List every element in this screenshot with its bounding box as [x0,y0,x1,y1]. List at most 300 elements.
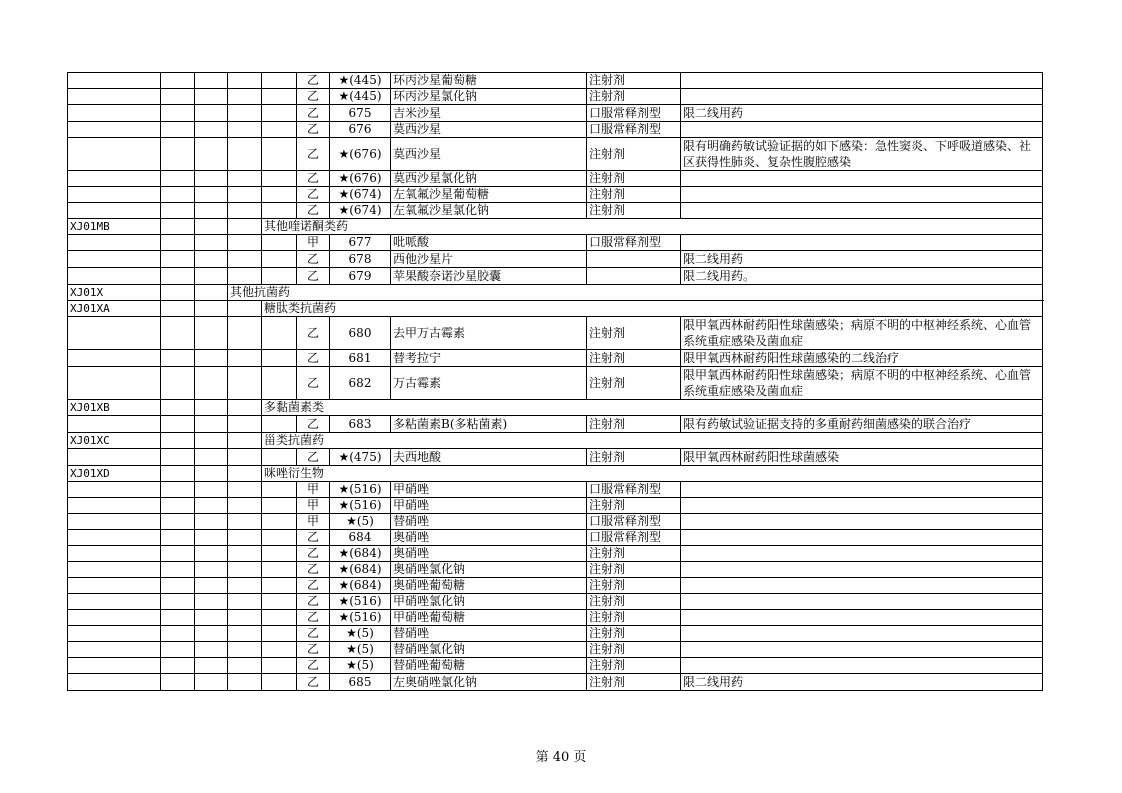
table-row [68,626,1043,642]
table-row [68,268,1043,285]
table-row [68,73,1043,89]
number-cell: 676 [330,122,391,138]
code-cell [68,251,161,268]
spacer-cell [195,530,228,546]
spacer-cell [161,546,195,562]
table-row [68,449,1043,466]
number-cell: ★(684) [330,546,391,562]
spacer-cell [161,449,195,466]
drug-name-cell: 左奥硝唑氯化钠 [391,674,587,691]
dosage-form-cell: 注射剂 [587,350,681,367]
remark-cell [681,89,1043,105]
class-name-cell: 甾类抗菌药 [262,433,1043,449]
remark-cell [681,546,1043,562]
remark-cell [681,562,1043,578]
number-cell: 678 [330,251,391,268]
number-cell: 681 [330,350,391,367]
dosage-form-cell: 注射剂 [587,89,681,105]
spacer-cell [195,546,228,562]
spacer-cell [228,626,262,642]
drug-name-cell: 莫西沙星 [391,122,587,138]
spacer-cell [262,73,297,89]
drug-name-cell: 万古霉素 [391,367,587,400]
spacer-cell [262,251,297,268]
drug-name-cell: 替硝唑 [391,514,587,530]
spacer-cell [228,89,262,105]
table-row [68,642,1043,658]
spacer-cell [161,610,195,626]
spacer-cell [228,449,262,466]
class-name-cell: 糖肽类抗菌药 [262,301,1043,317]
table-row [68,235,1043,251]
dosage-form-cell: 注射剂 [587,562,681,578]
spacer-cell [228,122,262,138]
table-row [68,317,1043,350]
drug-name-cell: 替硝唑 [391,626,587,642]
spacer-cell [262,610,297,626]
spacer-cell [195,138,228,171]
category-cell: 乙 [297,626,330,642]
spacer-cell [228,73,262,89]
drug-name-cell: 去甲万古霉素 [391,317,587,350]
table-row [68,138,1043,171]
drug-name-cell: 莫西沙星氯化钠 [391,171,587,187]
spacer-cell [195,301,228,317]
spacer-cell [161,187,195,203]
table-row [68,498,1043,514]
remark-cell [681,187,1043,203]
spacer-cell [195,268,228,285]
table-row [68,171,1043,187]
spacer-cell [228,138,262,171]
spacer-cell [262,482,297,498]
spacer-cell [161,658,195,674]
spacer-cell [161,171,195,187]
remark-cell [681,658,1043,674]
category-row [68,219,1043,235]
drug-name-cell: 奥硝唑氯化钠 [391,562,587,578]
spacer-cell [161,105,195,122]
code-cell: XJ01XB [68,400,161,416]
number-cell: ★(684) [330,562,391,578]
number-cell: ★(516) [330,610,391,626]
spacer-cell [195,171,228,187]
category-cell: 乙 [297,268,330,285]
remark-cell: 限甲氧西林耐药阳性球菌感染的二线治疗 [681,350,1043,367]
spacer-cell [228,514,262,530]
dosage-form-cell: 注射剂 [587,187,681,203]
remark-cell: 限甲氧西林耐药阳性球菌感染；病原不明的中枢神经系统、心血管系统重症感染及菌血症 [681,367,1043,400]
number-cell: ★(5) [330,626,391,642]
number-cell: 682 [330,367,391,400]
spacer-cell [262,203,297,219]
spacer-cell [161,73,195,89]
dosage-form-cell: 注射剂 [587,449,681,466]
category-cell: 乙 [297,578,330,594]
category-cell: 乙 [297,171,330,187]
spacer-cell [161,642,195,658]
remark-cell [681,203,1043,219]
spacer-cell [228,251,262,268]
spacer-cell [195,578,228,594]
spacer-cell [228,578,262,594]
drug-name-cell: 环丙沙星葡萄糖 [391,73,587,89]
category-cell: 甲 [297,235,330,251]
spacer-cell [195,674,228,691]
spacer-cell [195,219,228,235]
spacer-cell [228,187,262,203]
remark-cell [681,122,1043,138]
remark-cell: 限有药敏试验证据支持的多重耐药细菌感染的联合治疗 [681,416,1043,433]
code-cell [68,122,161,138]
category-cell: 乙 [297,642,330,658]
code-cell: XJ01XC [68,433,161,449]
number-cell: 675 [330,105,391,122]
spacer-cell [161,251,195,268]
spacer-cell [262,674,297,691]
table-row [68,367,1043,400]
category-cell: 乙 [297,187,330,203]
class-name-cell: 其他喹诺酮类药 [262,219,1043,235]
code-cell [68,105,161,122]
spacer-cell [262,626,297,642]
dosage-form-cell: 口服常释剂型 [587,530,681,546]
dosage-form-cell: 注射剂 [587,317,681,350]
spacer-cell [262,546,297,562]
spacer-cell [161,674,195,691]
table-body [68,73,1043,691]
drug-name-cell: 吉米沙星 [391,105,587,122]
drug-name-cell: 左氧氟沙星氯化钠 [391,203,587,219]
spacer-cell [228,642,262,658]
category-cell: 乙 [297,416,330,433]
spacer-cell [262,514,297,530]
remark-cell [681,530,1043,546]
spacer-cell [262,350,297,367]
number-cell: ★(516) [330,594,391,610]
dosage-form-cell: 注射剂 [587,498,681,514]
table-row [68,578,1043,594]
category-cell: 甲 [297,498,330,514]
spacer-cell [262,416,297,433]
class-name-cell: 多黏菌素类 [262,400,1043,416]
spacer-cell [161,626,195,642]
spacer-cell [262,449,297,466]
code-cell [68,530,161,546]
code-cell [68,626,161,642]
dosage-form-cell: 注射剂 [587,416,681,433]
spacer-cell [262,367,297,400]
spacer-cell [161,514,195,530]
spacer-cell [195,317,228,350]
spacer-cell [262,187,297,203]
spacer-cell [161,594,195,610]
category-cell: 乙 [297,251,330,268]
code-cell [68,317,161,350]
drug-name-cell: 多粘菌素B(多粘菌素) [391,416,587,433]
spacer-cell [262,268,297,285]
code-cell [68,416,161,433]
spacer-cell [195,350,228,367]
spacer-cell [262,642,297,658]
spacer-cell [228,610,262,626]
category-cell: 乙 [297,546,330,562]
spacer-cell [228,367,262,400]
number-cell: ★(516) [330,498,391,514]
category-cell: 甲 [297,514,330,530]
spacer-cell [195,251,228,268]
number-cell: 677 [330,235,391,251]
spacer-cell [262,594,297,610]
spacer-cell [262,317,297,350]
spacer-cell [262,658,297,674]
table-row [68,251,1043,268]
category-row [68,285,1043,301]
drug-name-cell: 吡哌酸 [391,235,587,251]
spacer-cell [228,105,262,122]
code-cell [68,674,161,691]
spacer-cell [195,610,228,626]
drug-name-cell: 甲硝唑 [391,482,587,498]
code-cell [68,367,161,400]
remark-cell [681,73,1043,89]
spacer-cell [262,138,297,171]
spacer-cell [195,658,228,674]
spacer-cell [161,138,195,171]
number-cell: ★(5) [330,658,391,674]
spacer-cell [228,219,262,235]
spacer-cell [195,367,228,400]
spacer-cell [195,433,228,449]
dosage-form-cell: 注射剂 [587,367,681,400]
category-cell: 乙 [297,122,330,138]
dosage-form-cell: 注射剂 [587,546,681,562]
spacer-cell [195,89,228,105]
code-cell [68,268,161,285]
spacer-cell [161,350,195,367]
drug-name-cell: 甲硝唑葡萄糖 [391,610,587,626]
spacer-cell [262,530,297,546]
spacer-cell [195,187,228,203]
spacer-cell [195,642,228,658]
table-row [68,350,1043,367]
code-cell [68,514,161,530]
table-row [68,658,1043,674]
dosage-form-cell: 注射剂 [587,171,681,187]
number-cell: 685 [330,674,391,691]
number-cell: 679 [330,268,391,285]
spacer-cell [262,89,297,105]
spacer-cell [161,122,195,138]
remark-cell: 限二线用药。 [681,268,1043,285]
spacer-cell [195,105,228,122]
spacer-cell [228,498,262,514]
class-name-cell: 咪唑衍生物 [262,466,1043,482]
spacer-cell [195,466,228,482]
category-row [68,433,1043,449]
number-cell: ★(674) [330,187,391,203]
category-row [68,400,1043,416]
remark-cell: 限有明确药敏试验证据的如下感染：急性窦炎、下呼吸道感染、社区获得性肺炎、复杂性腹腔感染 [681,138,1043,171]
dosage-form-cell: 口服常释剂型 [587,105,681,122]
table-row [68,610,1043,626]
remark-cell [681,171,1043,187]
spacer-cell [161,89,195,105]
spacer-cell [228,400,262,416]
spacer-cell [161,400,195,416]
drug-name-cell: 夫西地酸 [391,449,587,466]
spacer-cell [161,219,195,235]
dosage-form-cell: 注射剂 [587,658,681,674]
spacer-cell [228,203,262,219]
spacer-cell [161,235,195,251]
table-row [68,105,1043,122]
spacer-cell [228,530,262,546]
spacer-cell [262,171,297,187]
number-cell: 680 [330,317,391,350]
code-cell [68,187,161,203]
spacer-cell [262,122,297,138]
dosage-form-cell: 口服常释剂型 [587,514,681,530]
spacer-cell [228,594,262,610]
spacer-cell [262,562,297,578]
spacer-cell [195,122,228,138]
category-cell: 乙 [297,203,330,219]
number-cell: ★(5) [330,514,391,530]
remark-cell [681,626,1043,642]
table-row [68,562,1043,578]
table-row [68,674,1043,691]
code-cell [68,73,161,89]
spacer-cell [262,105,297,122]
spacer-cell [195,626,228,642]
category-cell: 乙 [297,674,330,691]
spacer-cell [195,400,228,416]
spacer-cell [228,466,262,482]
drug-name-cell: 莫西沙星 [391,138,587,171]
spacer-cell [195,416,228,433]
drug-name-cell: 环丙沙星氯化钠 [391,89,587,105]
spacer-cell [228,482,262,498]
spacer-cell [228,301,262,317]
remark-cell: 限二线用药 [681,674,1043,691]
spacer-cell [161,482,195,498]
drug-name-cell: 左氧氟沙星葡萄糖 [391,187,587,203]
spacer-cell [228,562,262,578]
code-cell [68,578,161,594]
drug-name-cell: 奥硝唑 [391,546,587,562]
category-cell: 乙 [297,367,330,400]
table-row [68,546,1043,562]
dosage-form-cell: 口服常释剂型 [587,482,681,498]
spacer-cell [195,498,228,514]
spacer-cell [195,594,228,610]
spacer-cell [161,285,195,301]
code-cell: XJ01XD [68,466,161,482]
remark-cell [681,482,1043,498]
drug-name-cell: 苹果酸奈诺沙星胶囊 [391,268,587,285]
table-row [68,530,1043,546]
spacer-cell [228,546,262,562]
remark-cell [681,642,1043,658]
category-cell: 乙 [297,658,330,674]
category-cell: 乙 [297,317,330,350]
dosage-form-cell: 注射剂 [587,594,681,610]
category-cell: 乙 [297,610,330,626]
remark-cell: 限二线用药 [681,105,1043,122]
dosage-form-cell: 注射剂 [587,626,681,642]
category-cell: 乙 [297,449,330,466]
number-cell: ★(445) [330,89,391,105]
spacer-cell [228,268,262,285]
code-cell [68,449,161,466]
spacer-cell [161,433,195,449]
page-number: 第 40 页 [535,750,587,765]
category-cell: 乙 [297,105,330,122]
remark-cell: 限二线用药 [681,251,1043,268]
spacer-cell [161,530,195,546]
code-cell [68,546,161,562]
remark-cell: 限甲氧西林耐药阳性球菌感染 [681,449,1043,466]
drug-list-table [67,72,1043,691]
drug-name-cell: 奥硝唑葡萄糖 [391,578,587,594]
number-cell: ★(676) [330,171,391,187]
code-cell [68,562,161,578]
code-cell [68,594,161,610]
spacer-cell [262,578,297,594]
code-cell: XJ01XA [68,301,161,317]
number-cell: 683 [330,416,391,433]
spacer-cell [195,562,228,578]
drug-name-cell: 甲硝唑氯化钠 [391,594,587,610]
code-cell [68,203,161,219]
spacer-cell [228,350,262,367]
spacer-cell [161,301,195,317]
dosage-form-cell [587,268,681,285]
category-cell: 乙 [297,73,330,89]
dosage-form-cell: 注射剂 [587,674,681,691]
table-row [68,416,1043,433]
remark-cell [681,578,1043,594]
number-cell: ★(674) [330,203,391,219]
spacer-cell [161,203,195,219]
number-cell: ★(5) [330,642,391,658]
category-cell: 甲 [297,482,330,498]
spacer-cell [161,268,195,285]
code-cell [68,235,161,251]
remark-cell [681,514,1043,530]
dosage-form-cell: 注射剂 [587,642,681,658]
spacer-cell [228,658,262,674]
code-cell [68,138,161,171]
category-cell: 乙 [297,89,330,105]
drug-name-cell: 替考拉宁 [391,350,587,367]
drug-name-cell: 替硝唑葡萄糖 [391,658,587,674]
spacer-cell [195,449,228,466]
category-cell: 乙 [297,530,330,546]
dosage-form-cell: 注射剂 [587,578,681,594]
table-row [68,187,1043,203]
dosage-form-cell: 口服常释剂型 [587,122,681,138]
code-cell: XJ01MB [68,219,161,235]
spacer-cell [228,235,262,251]
drug-name-cell: 甲硝唑 [391,498,587,514]
table-row [68,203,1043,219]
spacer-cell [161,498,195,514]
table-row [68,594,1043,610]
category-row [68,466,1043,482]
category-row [68,301,1043,317]
